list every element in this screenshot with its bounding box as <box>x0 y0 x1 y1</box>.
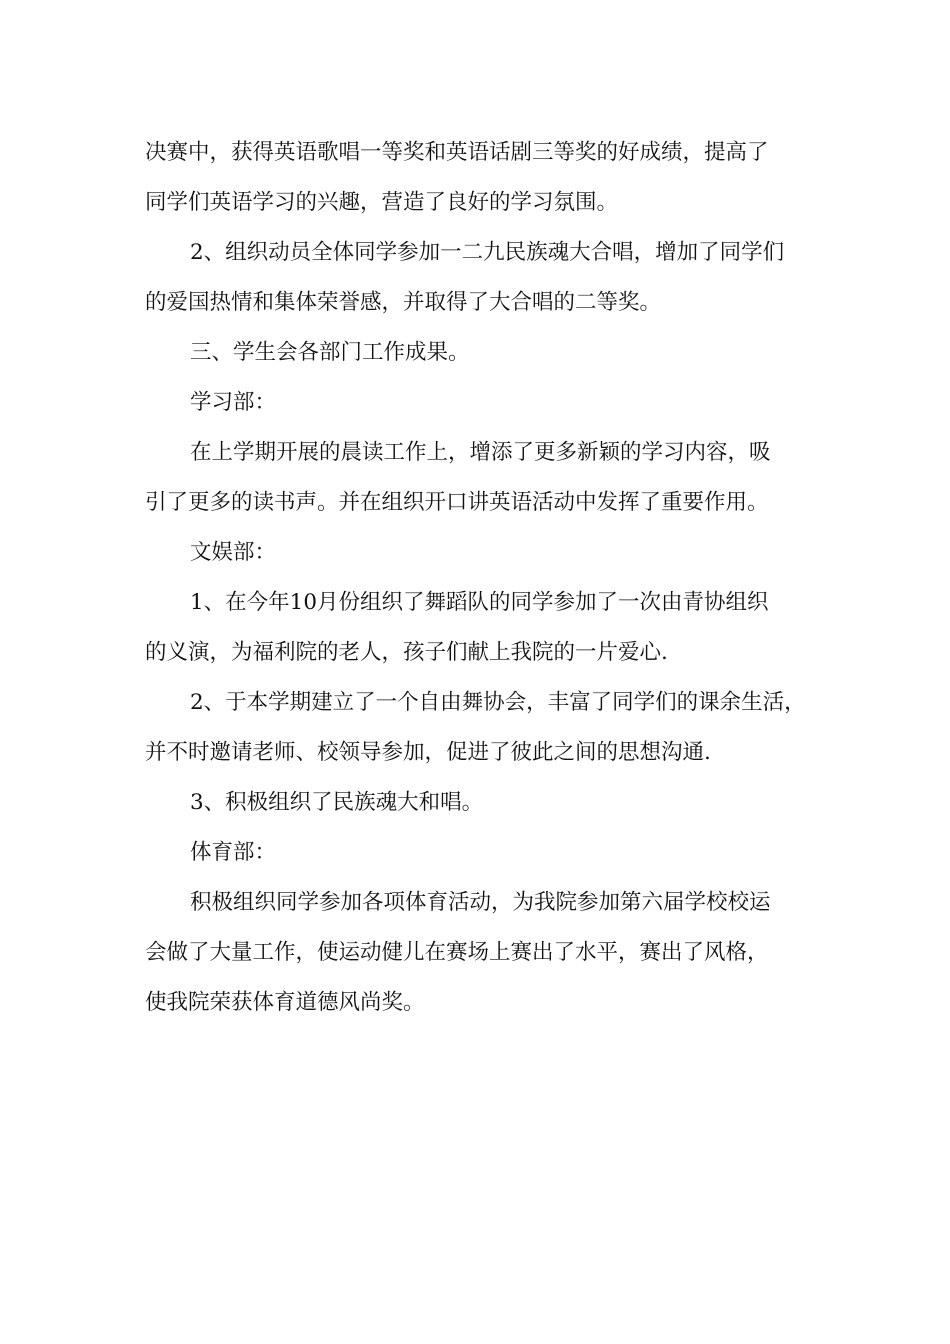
text-line: 同学们英语学习的兴趣，营造了良好的学习氛围。 <box>145 190 619 215</box>
text-line: 2、组织动员全体同学参加一二九民族魂大合唱，增加了同学们 <box>190 240 785 265</box>
document-body <box>145 128 835 1028</box>
text-line: 积极组织同学参加各项体育活动，为我院参加第六届学校校运 <box>190 890 771 915</box>
text-line: 的爱国热情和集体荣誉感，并取得了大合唱的二等奖。 <box>145 290 662 315</box>
text-line: 1、在今年10月份组织了舞蹈队的同学参加了一次由青协组织 <box>190 590 769 615</box>
text-line: 2、于本学期建立了一个自由舞协会，丰富了同学们的课余生活， <box>190 690 806 715</box>
department-heading-study: 学习部： <box>190 390 277 415</box>
department-heading-sports: 体育部： <box>190 840 277 865</box>
text-line: 引了更多的读书声。并在组织开口讲英语活动中发挥了重要作用。 <box>145 490 769 515</box>
department-heading-arts: 文娱部： <box>190 540 277 565</box>
section-heading: 三、学生会各部门工作成果。 <box>190 340 470 365</box>
text-line: 会做了大量工作，使运动健儿在赛场上赛出了水平，赛出了风格， <box>145 940 769 965</box>
text-line: 并不时邀请老师、校领导参加，促进了彼此之间的思想沟通. <box>145 740 711 765</box>
text-line: 的义演，为福利院的老人，孩子们献上我院的一片爱心. <box>145 640 668 665</box>
text-line: 3、积极组织了民族魂大和唱。 <box>190 790 484 815</box>
text-line: 使我院荣获体育道德风尚奖。 <box>145 990 425 1015</box>
text-line: 在上学期开展的晨读工作上，增添了更多新颖的学习内容，吸 <box>190 440 771 465</box>
text-line: 决赛中，获得英语歌唱一等奖和英语话剧三等奖的好成绩，提高了 <box>145 140 769 165</box>
